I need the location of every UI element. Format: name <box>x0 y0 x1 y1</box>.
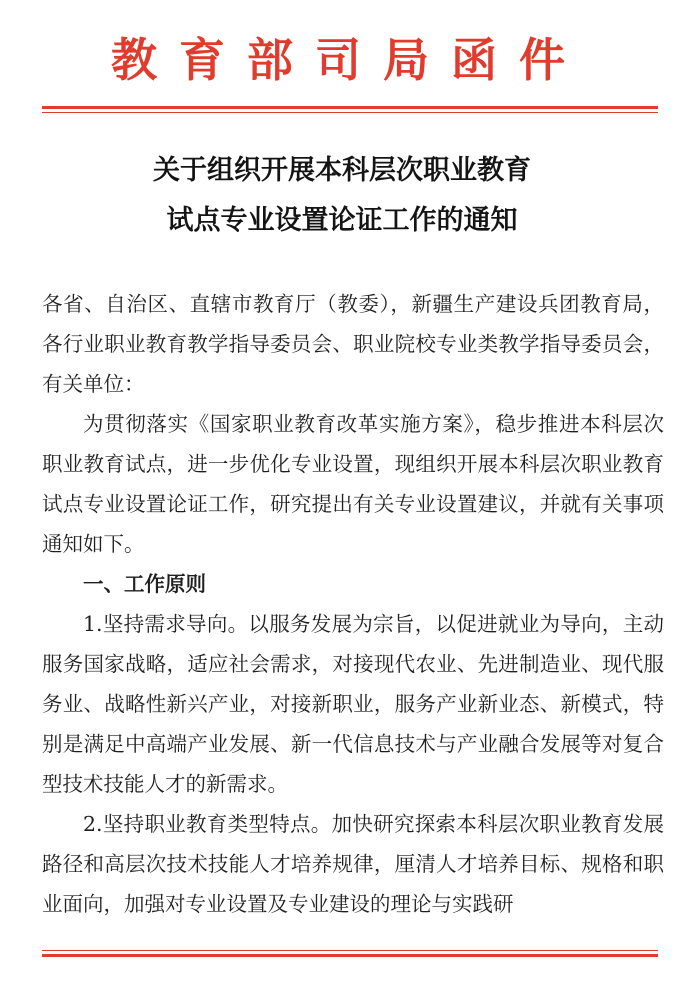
principle-paragraph-2: 2.坚持职业教育类型特点。加快研究探索本科层次职业教育发展路径和高层次技术技能人才培养规律，厘清人才培养目标、规格和职业面向，加强对专业设置及专业建设的理论与实践研 <box>42 812 664 916</box>
letterhead-divider <box>42 106 658 113</box>
notice-title-line-2: 试点专业设置论证工作的通知 <box>166 205 518 236</box>
intro-paragraph: 为贯彻落实《国家职业教育改革实施方案》，稳步推进本科层次职业教育试点，进一步优化专业设置，现组织开展本科层次职业教育试点专业设置论证工作，研究提出有关专业设置建议，并就有关事项通知如下。 <box>42 412 664 556</box>
notice-body <box>42 284 664 924</box>
letterhead-title: 教育部司局函件 <box>111 33 587 87</box>
notice-title-line-1: 关于组织开展本科层次职业教育 <box>153 155 531 186</box>
recipients-paragraph: 各省、自治区、直辖市教育厅（教委），新疆生产建设兵团教育局，各行业职业教育教学指导委员会、职业院校专业类教学指导委员会，有关单位： <box>42 292 664 396</box>
footer-divider <box>42 950 658 957</box>
section-heading: 一、工作原则 <box>83 572 206 596</box>
principle-paragraph-1: 1.坚持需求导向。以服务发展为宗旨，以促进就业为导向，主动服务国家战略，适应社会需求，对接现代农业、先进制造业、现代服务业、战略性新兴产业，对接新职业，服务产业新业态、新模式，特别是满足中高端产业发展、新一代信息技术与产业融合发展等对复合型技术技能人才的新需求。 <box>42 612 664 796</box>
